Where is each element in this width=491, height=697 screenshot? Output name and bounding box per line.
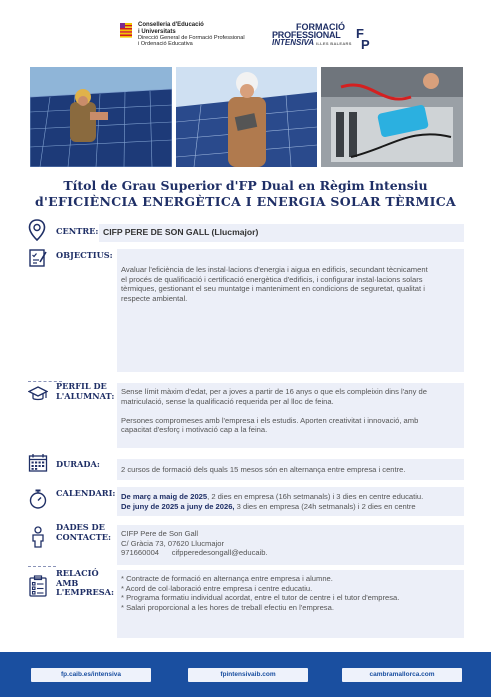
perfil-line: matriculació, sense la qualificació requerida per al lloc de feina. [121,396,334,406]
contacte-phone-email [121,548,461,558]
location-pin-icon [28,219,46,241]
fp-intensiva-logo [272,23,376,53]
empresa-label-line2: AMB [56,577,79,588]
separator-dash [28,566,56,567]
contacte-label-line1: DADES DE [56,522,105,532]
empresa-line: * Programa formatiu individual acordat, entre el tutor de centre i el tutor d'empresa. [121,593,400,603]
objectius-line: el procés de qualificació i certificació energètica d'edificis, i configurar instal·lacions solars [121,274,423,284]
objectius-line: Avaluar l'eficiència de les instal·lacions d'energia i aigua en edificis, secundant tècnicament [121,265,428,274]
checklist-pen-icon [28,248,48,268]
graduation-cap-icon [28,384,48,404]
perfil-label-line2: L'ALUMNAT: [56,390,115,401]
contacte-name: CIFP Pere de Son Gall [121,529,199,538]
calendari-line2 [121,502,461,512]
photo-engineer-with-tablet [176,67,317,167]
durada-label: DURADA: [56,459,100,469]
contacte-email[interactable]: cifpperedesongall@educaib. [171,548,268,558]
govt-dept-line1: Direcció General de Formació Professional [138,35,245,42]
centre-value: CIFP PERE DE SON GALL (Llucmajor) [103,227,259,237]
svg-text:P: P [361,37,370,51]
empresa-label [56,569,114,598]
footer-link-cambra[interactable]: cambramallorca.com [342,668,462,682]
objectius-text [121,265,461,303]
photo-solar-technician [30,67,172,167]
centre-label: CENTRE: [56,226,99,236]
empresa-line: * Acord de col·laboració entre empresa i centre educatiu. [121,583,313,593]
fp-logo-line3: INTENSIVA ILLES BALEARS [272,38,352,47]
calendar-grid-icon [28,453,48,473]
calendari-line1 [121,492,461,502]
contacte-address: C/ Gràcia 73, 07620 Llucmajor [121,538,224,548]
durada-value: 2 cursos de formació dels quals 15 mesos són en alternança entre empresa i centre. [121,465,406,474]
calendari-line1-bold: De març a maig de 2025 [121,492,208,501]
contacte-text [121,529,461,558]
empresa-line: * Salari proporcional a les hores de treball efectiu en l'empresa. [121,602,334,612]
perfil-line: Persones compromeses amb l'empresa i els estudis. Aporten creativitat i innovació, amb [121,415,419,425]
objectius-line: respecte ambiental. [121,293,188,303]
calendari-text [121,492,461,511]
svg-text:F: F [356,26,364,41]
perfil-line: capacitat d'esforç i motivació cap a la feina. [121,425,268,435]
calendari-line1-rest: , 2 dies en empresa (16h setmanals) i 3 dies en centre educatiu. [207,492,424,501]
empresa-label-line1: RELACIÓ [56,568,99,578]
calendari-line2-rest: 3 dies en empresa (24h setmanals) i 2 dies en centre [234,501,416,511]
perfil-line [121,406,461,416]
stopwatch-icon [28,488,48,510]
perfil-label [56,382,114,401]
clipboard-checklist-icon [28,575,48,597]
calendari-line2-bold: De juny de 2025 a juny de 2026, [121,501,235,511]
fp-logo-line2: PROFESSIONAL [272,30,341,40]
objectius-label: OBJECTIUS: [56,250,113,260]
empresa-line: * Contracte de formació en alternança entre empresa i alumne. [121,574,333,583]
govt-name-line2: i Universitats [138,28,176,35]
contacte-phone[interactable]: 971660004 [121,548,160,558]
govt-dept-line2: i Ordenació Educativa [138,41,193,48]
govt-name-line1: Conselleria d'Educació [138,22,204,28]
footer-link-fpintensiva[interactable]: fpintensivaib.com [188,668,308,682]
footer-link-caib[interactable]: fp.caib.es/intensiva [31,668,151,682]
photo-multimeter-testing [321,67,463,167]
fp-logo-line1: FORMACIÓ [296,22,345,32]
perfil-line: Sense límit màxim d'edat, per a joves a partir de 16 anys o que els compleixin dins l'any de [121,387,427,396]
calendari-label: CALENDARI: [56,488,116,498]
government-logo-block [120,22,245,48]
perfil-label-line1: PERFIL DE [56,381,107,391]
page-title-line2: d'EFICIÈNCIA ENERGÈTICA I ENERGIA SOLAR TÈRMICA [34,194,457,209]
footer-bar [0,652,491,697]
fp-logo-region: ILLES BALEARS [316,41,352,46]
fp-badge-icon [356,25,374,51]
objectius-line: tèrmiques, gestionant el seu muntatge i manteniment en condicions de seguretat, qualitat i [121,284,425,294]
empresa-label-line3: L'EMPRESA: [56,587,115,597]
empresa-text [121,574,461,612]
page-title-line1: Títol de Grau Superior d'FP Dual en Règim Intensiu [63,178,428,193]
balearic-flag-icon [120,23,132,40]
contacte-label-line2: CONTACTE: [56,531,112,542]
perfil-text [121,387,461,435]
person-icon [28,526,48,548]
contacte-label [56,523,111,542]
